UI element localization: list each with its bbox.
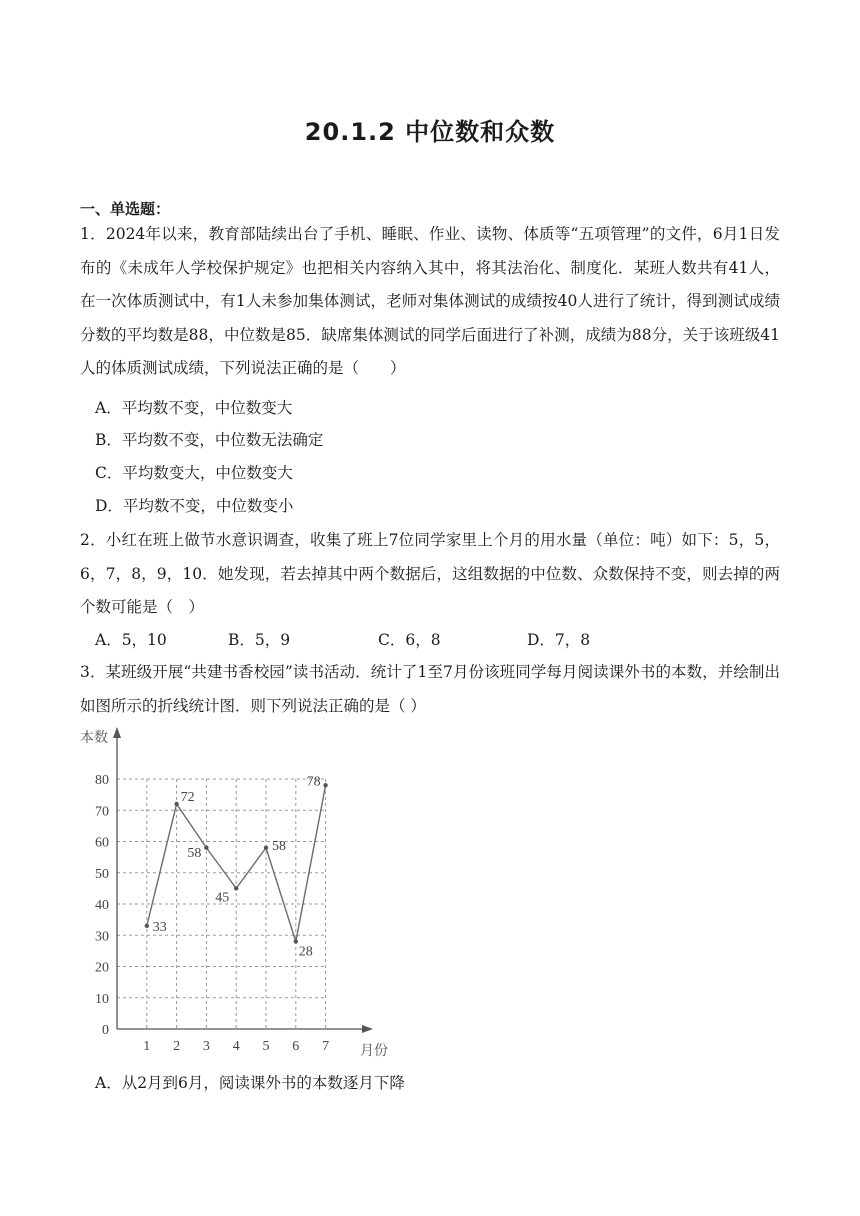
question-2-options: [95, 628, 795, 650]
y-tick-label: 80: [95, 773, 109, 788]
data-point: [234, 886, 238, 890]
data-label: 45: [215, 890, 230, 906]
section-title: 一、单选题：: [80, 200, 171, 218]
y-tick-label: 30: [95, 929, 109, 945]
y-tick-label: 20: [95, 960, 109, 976]
data-point: [323, 783, 327, 787]
page-title: 20.1.2 中位数和众数: [304, 118, 556, 146]
y-axis-arrow: [113, 727, 121, 738]
data-label: 58: [272, 838, 286, 854]
data-label: 58: [187, 845, 202, 861]
question-2-option-a: A．5，10: [95, 631, 167, 649]
x-tick-label: 5: [262, 1039, 270, 1054]
question-1-option-b: B．平均数不变，中位数无法确定: [95, 431, 324, 449]
question-3-option-a: A．从2月到6月，阅读课外书的本数逐月下降: [95, 1074, 405, 1092]
x-tick-label: 2: [173, 1039, 181, 1054]
data-point: [294, 939, 298, 943]
question-1-option-c: C．平均数变大，中位数变大: [95, 464, 293, 482]
question-2-stem: 2．小红在班上做节水意识调查，收集了班上7位同学家里上个月的用水量（单位：吨）如下：5，5，6，7，8，9，10．她发现，若去掉其中两个数据后，这组数据的中位数、众数保持不变，则去掉的两个数可能是（ ）: [80, 531, 780, 616]
data-point: [145, 924, 149, 928]
data-point: [204, 846, 208, 850]
x-axis-arrow: [362, 1025, 373, 1033]
chart-ticks: [95, 773, 329, 1054]
x-tick-label: 4: [232, 1039, 240, 1054]
data-label: 28: [298, 944, 313, 960]
data-label: 78: [306, 774, 321, 790]
data-point: [264, 846, 268, 850]
question-2-option-d: D．7，8: [527, 631, 591, 649]
question-2-option-c: C．6，8: [378, 631, 441, 649]
y-tick-label: 70: [95, 804, 109, 820]
x-tick-label: 6: [292, 1039, 300, 1054]
data-label: 33: [152, 919, 167, 935]
data-point: [174, 802, 178, 806]
x-tick-label: 7: [322, 1039, 330, 1054]
y-tick-label: 10: [95, 991, 109, 1007]
x-tick-label: 3: [202, 1039, 210, 1054]
y-tick-label: 60: [95, 835, 109, 851]
x-axis-label: 月份: [360, 1044, 388, 1059]
x-tick-label: 1: [143, 1039, 151, 1054]
question-1-option-a: A．平均数不变，中位数变大: [95, 399, 293, 417]
question-1-stem: 1．2024年以来，教育部陆续出台了手机、睡眠、作业、读物、体质等“五项管理”的文件，6月1日发布的《未成年人学校保护规定》也把相关内容纳入其中，将其法治化、制度化．某班人数共有41人，在一次体质测试中，有1人未参加集体测试，老师对集体测试的成绩按40人进行了统计，得到测试成绩分数的平均数是88，中位数是85．缺席集体测试的同学后面进行了补测，成绩为88分，关于该班级41人的体质测试成绩，下列说法正确的是（ ）: [80, 225, 780, 377]
y-tick-label: 50: [95, 866, 109, 882]
y-axis-label: 本数: [80, 731, 108, 746]
y-tick-label: 0: [102, 1023, 109, 1038]
line-chart: [74, 724, 414, 1064]
data-label: 72: [180, 790, 195, 805]
y-tick-label: 40: [95, 898, 109, 913]
question-2-option-b: B．5，9: [228, 631, 291, 649]
question-3-stem: 3．某班级开展“共建书香校园”读书活动．统计了1至7月份该班同学每月阅读课外书的本数，并绘制出如图所示的折线统计图．则下列说法正确的是（ ）: [80, 663, 780, 715]
question-1-option-d: D．平均数不变，中位数变小: [95, 497, 294, 515]
